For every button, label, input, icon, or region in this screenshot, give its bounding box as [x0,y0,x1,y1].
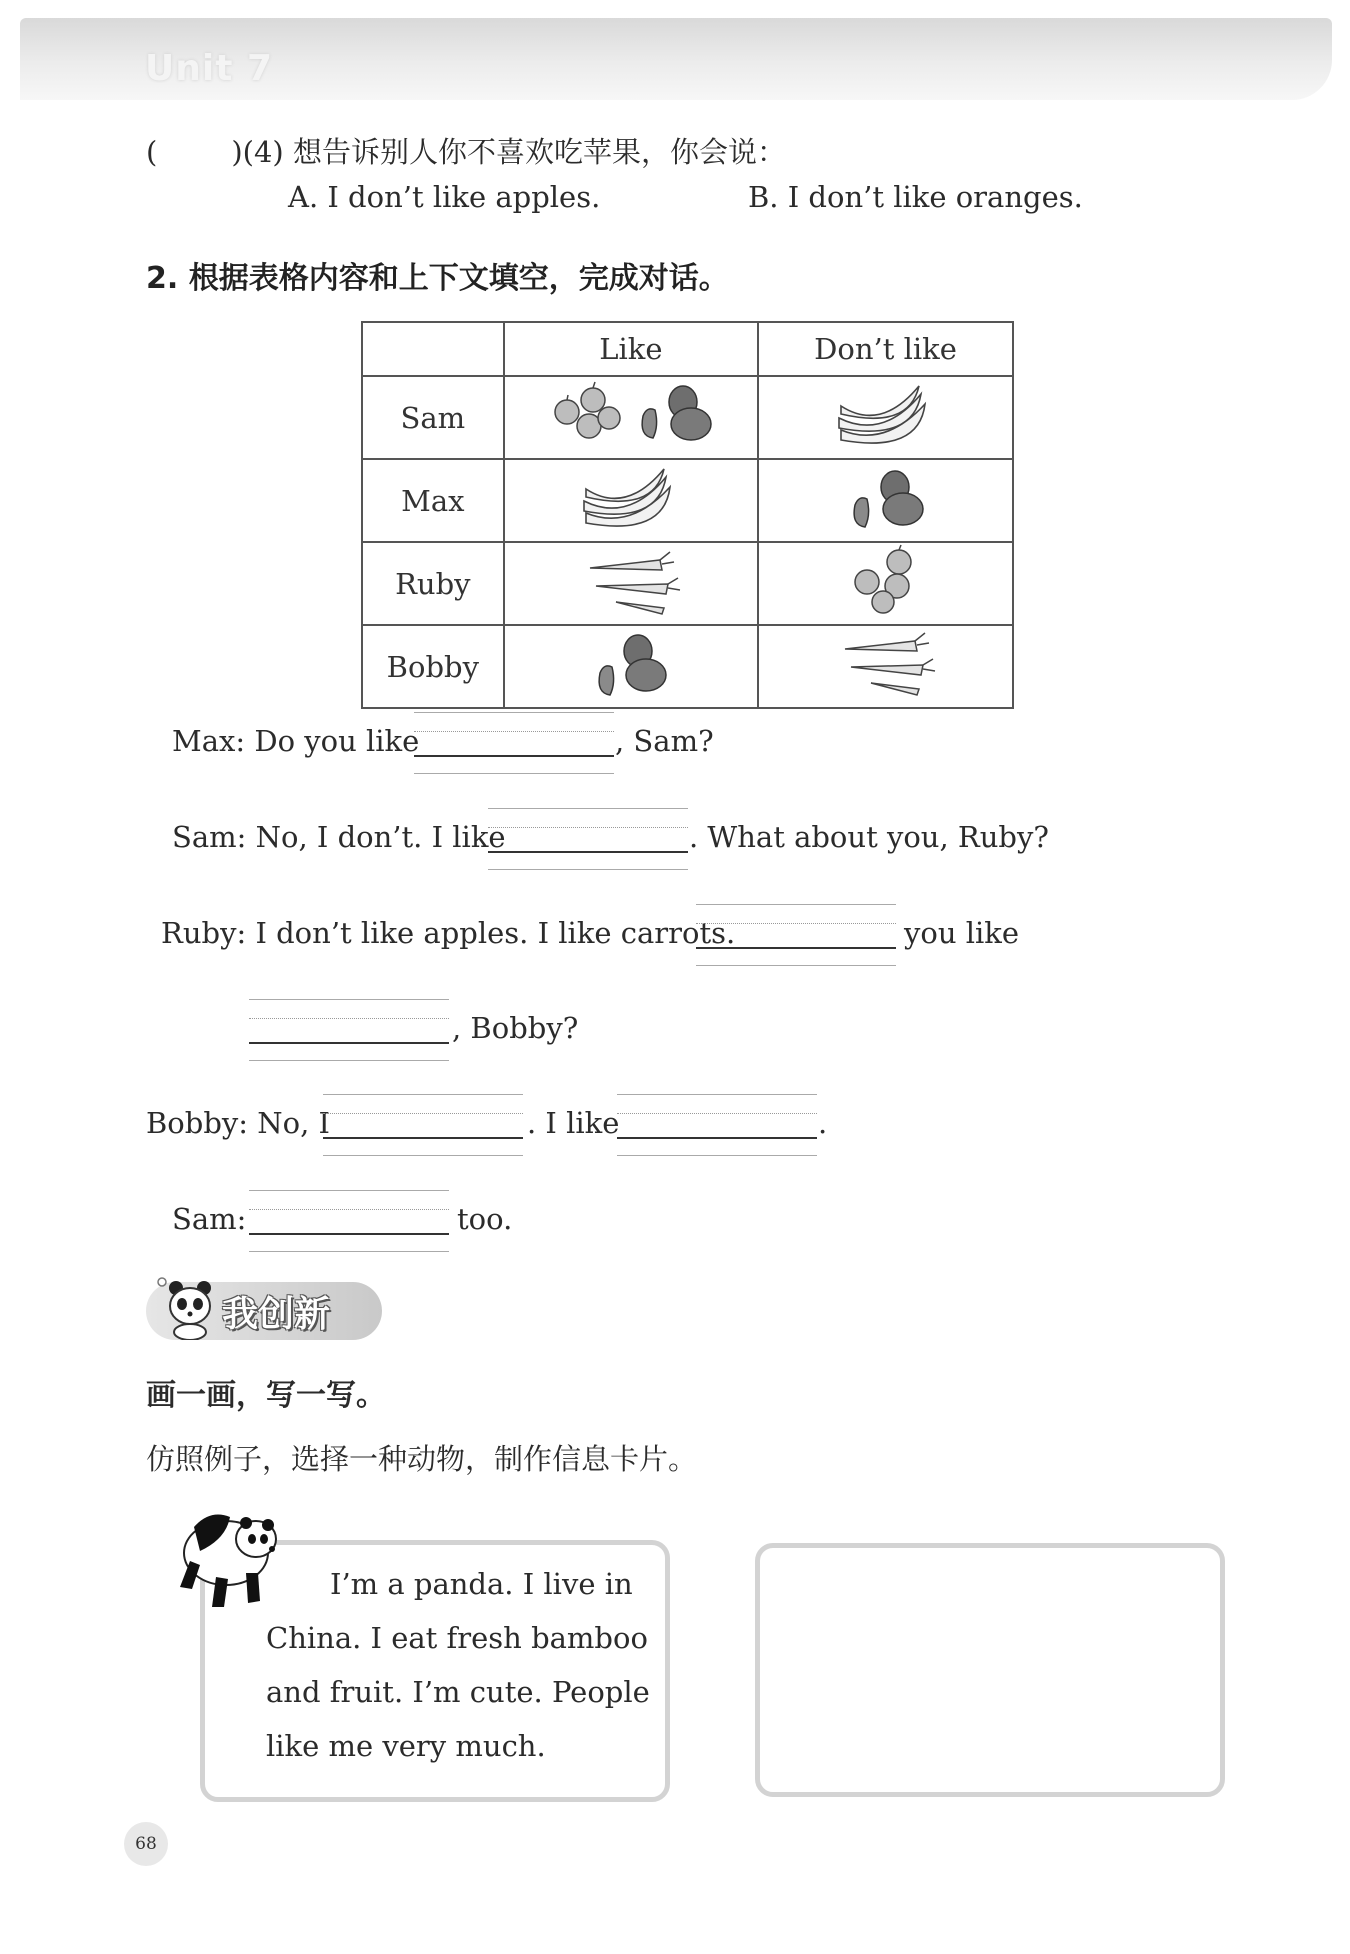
table-row [362,625,1013,708]
answer-blank-5[interactable] [323,1094,523,1156]
like-cell [504,459,758,542]
dialogue-line-3b: you like [904,916,1020,950]
answer-paren-open: ( [146,135,158,169]
row-name: Bobby [362,625,504,708]
dislike-cell [758,459,1013,542]
table-header-row [362,322,1013,376]
preference-table [361,321,1014,709]
create-badge-label: 我创新 [222,1294,331,1335]
answer-blank-3[interactable] [696,904,896,966]
answer-blank-6[interactable] [617,1094,817,1156]
option-a: A. I don’t like apples. [288,180,601,214]
answer-blank-2[interactable] [488,808,688,870]
like-cell [504,625,758,708]
dialogue-line-2a: Sam: No, I don’t. I like [172,820,506,854]
row-name: Sam [362,376,504,459]
carrots-icon [845,633,935,695]
header-like: Like [504,322,758,376]
table-row [362,376,1013,459]
panda-text-line-2: China. I eat fresh bamboo [266,1621,648,1655]
row-name: Max [362,459,504,542]
draw-write-title: 画一画，写一写。 [146,1378,386,1413]
dialogue-line-5b: . I like [527,1106,620,1140]
dialogue-line-2b: . What about you, Ruby? [689,820,1049,854]
apples-icon [555,382,620,438]
dialogue-line-1b: , Sam? [615,724,714,758]
dialogue-line-4b: , Bobby? [452,1011,579,1045]
dislike-cell [758,625,1013,708]
panda-text-line-1: I’m a panda. I live in [330,1567,633,1601]
dialogue-line-6b: too. [457,1202,513,1236]
answer-paren-close: ) [231,135,243,169]
panda-text-line-3: and fruit. I’m cute. People [266,1675,650,1709]
dialogue-line-5a: Bobby: No, I [146,1106,330,1140]
row-name: Ruby [362,542,504,625]
panda-text-line-4: like me very much. [266,1729,546,1763]
dislike-cell [758,376,1013,459]
question-4-text: (4) 想告诉别人你不喜欢吃苹果，你会说： [242,135,786,169]
answer-blank-1[interactable] [414,712,614,774]
panda-mascot-icon [152,1274,224,1340]
like-cell [504,376,758,459]
answer-blank-4[interactable] [249,999,449,1061]
bananas-icon [839,386,925,443]
table-row [362,459,1013,542]
dialogue-line-5c: . [818,1106,828,1140]
apples-icon [855,545,911,613]
option-b: B. I don’t like oranges. [748,180,1083,214]
instruction-text: 仿照例子，选择一种动物，制作信息卡片。 [146,1442,698,1476]
dialogue-line-6a: Sam: [172,1202,247,1236]
like-cell [504,542,758,625]
panda-icon [160,1505,285,1615]
table-row [362,542,1013,625]
unit-title: Unit 7 [145,48,273,89]
page-number: 68 [124,1822,168,1866]
drawing-card[interactable] [755,1543,1225,1797]
dislike-cell [758,542,1013,625]
bananas-icon [584,469,670,526]
dialogue-line-3a: Ruby: I don’t like apples. I like carrots. [161,916,736,950]
header-dont-like: Don’t like [758,322,1013,376]
dialogue-line-1a: Max: Do you like [172,724,420,758]
header-empty [362,322,504,376]
section-2-title: 2. 根据表格内容和上下文填空，完成对话。 [146,261,729,296]
answer-blank-7[interactable] [249,1190,449,1252]
question-4 [146,130,786,171]
pears-icon [854,471,923,527]
pears-icon [599,635,666,695]
pears-icon [642,386,711,440]
carrots-icon [590,552,680,614]
